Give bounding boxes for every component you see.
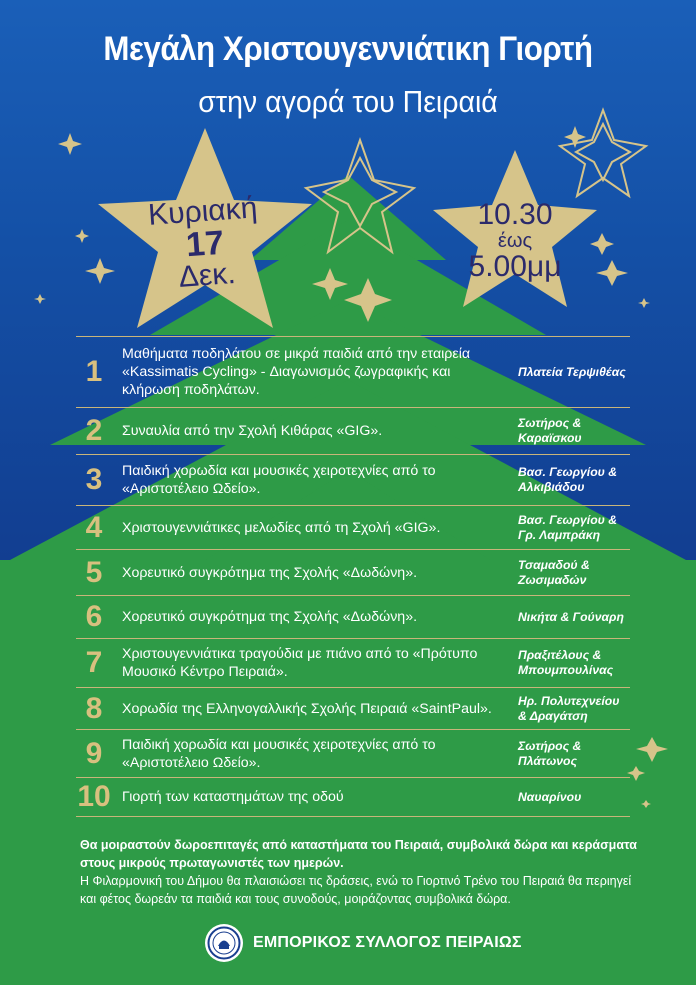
event-location: Σωτήρος & Καραϊσκου: [518, 416, 582, 445]
event-row: [76, 778, 630, 817]
event-number: 6: [85, 600, 103, 633]
organization-name: ΕΜΠΟΡΙΚΟΣ ΣΥΛΛΟΓΟΣ ΠΕΙΡΑΙΩΣ: [253, 934, 522, 951]
event-row: [76, 730, 630, 778]
footer-text: Η Φιλαρμονική του Δήμου θα πλαισιώσει τις δράσεις, ενώ το Γιορτινό Τρένο του Πειραιά θα περιηγεί και φέτος δωρεάν τα παιδιά και τους συνοδούς, μοιράζοντας συμβολικά δώρα.: [80, 874, 632, 906]
event-description: Μαθήματα ποδηλάτου σε μικρά παιδιά από την εταιρεία «Kassimatis Cycling» - Διαγωνισμός ζωγραφικής και κλήρωση ποδηλάτων.: [122, 346, 471, 398]
event-description: Συναυλία από την Σχολή Κιθάρας «GIG».: [122, 423, 383, 439]
poster-subtitle: στην αγορά του Πειραιά: [198, 84, 498, 119]
event-location: Βασ. Γεωργίου & Αλκιβιάδου: [518, 465, 618, 494]
date-month: Δεκ.: [177, 256, 237, 294]
tree-tier: [636, 690, 696, 985]
event-row: [76, 639, 630, 688]
event-number: 4: [85, 510, 103, 544]
event-location: Νικήτα & Γούναρη: [518, 609, 624, 624]
event-row: [76, 336, 630, 408]
event-number: 2: [85, 414, 103, 447]
event-location: Ναυαρίνου: [518, 789, 582, 804]
event-row: [76, 408, 630, 455]
event-description: Χορωδία της Ελληνογαλλικής Σχολής Πειραιά «SaintPaul».: [122, 700, 492, 717]
event-location: Βασ. Γεωργίου & Γρ. Λαμπράκη: [518, 512, 618, 542]
event-number: 8: [85, 691, 103, 725]
organization: [205, 922, 522, 964]
time-start: 10.30: [477, 198, 553, 231]
event-number: 5: [85, 555, 103, 589]
event-location: Ηρ. Πολυτεχνείου & Δραγάτση: [518, 693, 620, 723]
event-description: Χορευτικό συγκρότημα της Σχολής «Δωδώνη».: [122, 564, 418, 581]
event-number: 10: [77, 780, 111, 813]
poster-title: Μεγάλη Χριστουγεννιάτικη Γιορτή: [103, 30, 593, 68]
footer-highlight: Θα μοιραστούν δωροεπιταγές από καταστήματα του Πειραιά, συμβολικά δώρα και κεράσματα στους μικρούς πρωταγωνιστές των ημερών.: [80, 838, 637, 870]
event-row: [76, 506, 630, 550]
date-day: Κυριακή: [147, 191, 259, 232]
event-list: [76, 336, 630, 817]
event-description: Γιορτή των καταστημάτων της οδού: [122, 789, 344, 805]
event-location: Τσαμαδού & Ζωσιμαδών: [518, 557, 590, 587]
event-description: Χριστουγεννιάτικα τραγούδια με πιάνο από το «Πρότυπο Μουσικό Κέντρο Πειραιά».: [122, 646, 478, 680]
date-star: [137, 193, 273, 296]
event-number: 3: [85, 463, 103, 496]
event-location: Πλατεία Τερψιθέας: [518, 364, 626, 379]
date-number: 17: [184, 223, 226, 265]
event-description: Παιδική χορωδία και μουσικές χειροτεχνίες από το «Αριστοτέλειο Ωδείο».: [122, 736, 436, 771]
event-number: 1: [85, 355, 103, 388]
association-logo-icon: [205, 924, 243, 962]
event-row: [76, 596, 630, 639]
event-location: Σωτήρος & Πλάτωνος: [518, 738, 582, 768]
event-row: [76, 455, 630, 506]
event-number: 7: [85, 646, 103, 679]
event-row: [76, 550, 630, 596]
event-number: 9: [85, 736, 103, 770]
event-location: Πραξιτέλους & Μπουμπουλίνας: [518, 648, 614, 677]
event-row: [76, 688, 630, 730]
time-connector: έως: [497, 230, 533, 252]
event-description: Παιδική χορωδία και μουσικές χειροτεχνίες από το «Αριστοτέλειο Ωδείο».: [122, 463, 436, 497]
event-description: Χριστουγεννιάτικες μελωδίες από τη Σχολή «GIG».: [122, 519, 441, 536]
time-end: 5.00μμ: [468, 250, 562, 283]
time-star: [460, 200, 570, 282]
event-description: Χορευτικό συγκρότημα της Σχολής «Δωδώνη».: [122, 609, 418, 625]
outline-star: [560, 110, 646, 196]
tree-tier: [0, 690, 60, 985]
